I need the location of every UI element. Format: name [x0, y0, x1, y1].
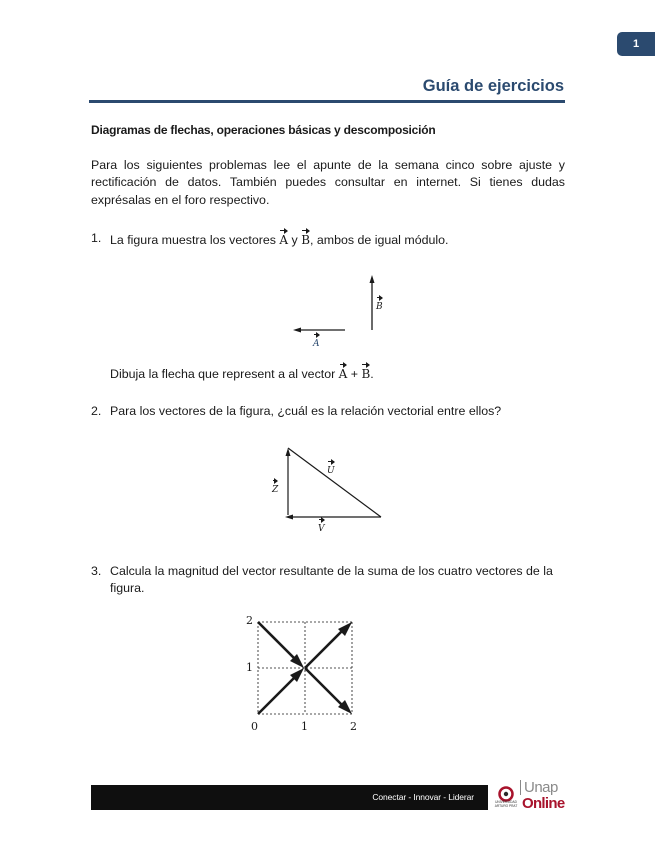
logo-unap-text: Unap [520, 780, 558, 795]
footer-slogan: Conectar - Innovar - Liderar [372, 792, 474, 802]
exercise-text: La figura muestra los vectores A y B, ambos de igual módulo. [110, 230, 565, 249]
figure-1-label-a: A [313, 334, 320, 350]
figure-3-grid [258, 622, 358, 716]
vector-b-symbol: B [301, 230, 310, 246]
exercise-text: Calcula la magnitud del vector resultante de la suma de los cuatro vectores de la figura. [110, 564, 553, 596]
vector-a-symbol: A [279, 230, 288, 246]
grid-x-tick-1: 1 [301, 720, 308, 733]
logo-online-text: Online [522, 795, 565, 812]
figure-2-label-v: V [318, 516, 325, 535]
figure-2-triangle [280, 445, 390, 525]
exercise-number: 2. [91, 404, 102, 418]
vector-arrow-3 [305, 668, 344, 707]
grid-x-tick-2: 2 [350, 720, 357, 733]
figure-2-label-z: Z [272, 477, 278, 496]
exercise-number: 1. [91, 231, 102, 245]
grid-y-tick-1: 1 [246, 661, 253, 674]
page-number-tab: 1 [617, 32, 655, 56]
vector-arrow-4 [305, 629, 344, 668]
footer-bar [91, 785, 488, 810]
figure-2-label-u: U [327, 458, 335, 477]
logo-university-text: UNIVERSIDAD ARTURO PRAT [494, 800, 518, 808]
header-title: Guía de ejercicios [422, 77, 564, 95]
exercise-1-instruction: Dibuja la flecha que represent a al vector A + B. [110, 364, 374, 381]
vector-arrow-2 [258, 676, 296, 714]
header-rule [89, 100, 565, 103]
vector-arrow-1 [258, 622, 296, 660]
section-title: Diagramas de flechas, operaciones básicas y descomposición [91, 123, 436, 137]
exercise-text: Para los vectores de la figura, ¿cuál es la relación vectorial entre ellos? [110, 404, 502, 418]
grid-y-tick-2: 2 [246, 614, 253, 627]
figure-1-label-b: B [376, 297, 383, 313]
exercise-number: 3. [91, 564, 102, 578]
grid-x-tick-0: 0 [251, 720, 258, 733]
intro-paragraph: Para los siguientes problemas lee el apunte de la semana cinco sobre ajuste y rectificación de datos. También puedes consultar en internet. Si tienes dudas exprésalas en el foro respectivo. [91, 158, 565, 207]
